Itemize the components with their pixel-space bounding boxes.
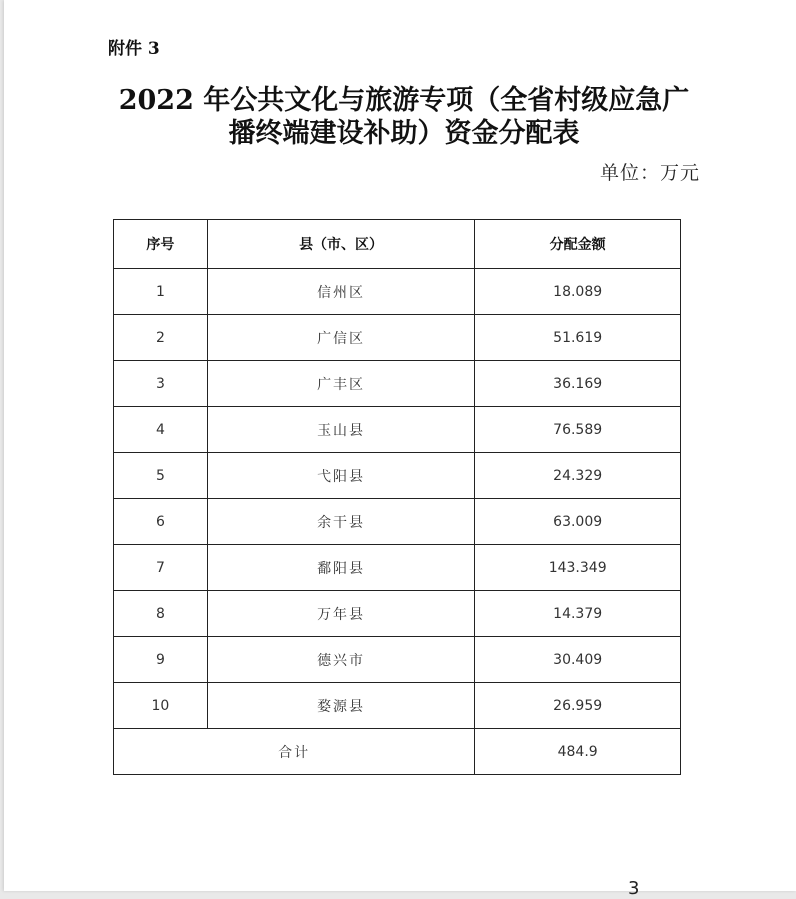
allocation-amount: 24.329 (475, 453, 681, 499)
table-header-row (114, 220, 681, 269)
county-name: 鄱阳县 (207, 545, 474, 591)
row-number: 9 (114, 637, 208, 683)
table-row (114, 637, 681, 683)
row-number: 8 (114, 591, 208, 637)
row-number: 5 (114, 453, 208, 499)
column-header-county: 县（市、区） (207, 220, 474, 269)
table-row (114, 453, 681, 499)
allocation-amount: 76.589 (475, 407, 681, 453)
document-title (104, 84, 704, 150)
row-number: 4 (114, 407, 208, 453)
title-line-1: 2022 年公共文化与旅游专项（全省村级应急广 (118, 85, 690, 116)
county-name: 广信区 (207, 315, 474, 361)
column-header-no: 序号 (114, 220, 208, 269)
allocation-amount: 30.409 (475, 637, 681, 683)
attachment-label: 附件 3 (108, 39, 160, 59)
row-number: 7 (114, 545, 208, 591)
county-name: 余干县 (207, 499, 474, 545)
county-name: 德兴市 (207, 637, 474, 683)
county-name: 弋阳县 (207, 453, 474, 499)
county-name: 婺源县 (207, 683, 474, 729)
allocation-amount: 14.379 (475, 591, 681, 637)
table-row (114, 545, 681, 591)
document-page (4, 0, 796, 899)
column-header-amount: 分配金额 (475, 220, 681, 269)
table-row (114, 591, 681, 637)
table-row (114, 269, 681, 315)
county-name: 信州区 (207, 269, 474, 315)
allocation-amount: 63.009 (475, 499, 681, 545)
row-number: 1 (114, 269, 208, 315)
row-number: 6 (114, 499, 208, 545)
title-line-2: 播终端建设补助）资金分配表 (228, 118, 580, 149)
allocation-amount: 26.959 (475, 683, 681, 729)
total-amount: 484.9 (475, 729, 681, 775)
total-label: 合计 (114, 729, 475, 775)
county-name: 万年县 (207, 591, 474, 637)
table-row (114, 499, 681, 545)
page-number: 3 (628, 878, 640, 899)
allocation-amount: 36.169 (475, 361, 681, 407)
county-name: 玉山县 (207, 407, 474, 453)
county-name: 广丰区 (207, 361, 474, 407)
row-number: 3 (114, 361, 208, 407)
allocation-amount: 143.349 (475, 545, 681, 591)
total-row (114, 729, 681, 775)
table-row (114, 315, 681, 361)
allocation-amount: 51.619 (475, 315, 681, 361)
unit-label: 单位：万元 (599, 162, 700, 184)
table-row (114, 407, 681, 453)
table-row (114, 683, 681, 729)
table-row (114, 361, 681, 407)
allocation-amount: 18.089 (475, 269, 681, 315)
allocation-table (113, 219, 681, 775)
row-number: 2 (114, 315, 208, 361)
row-number: 10 (114, 683, 208, 729)
